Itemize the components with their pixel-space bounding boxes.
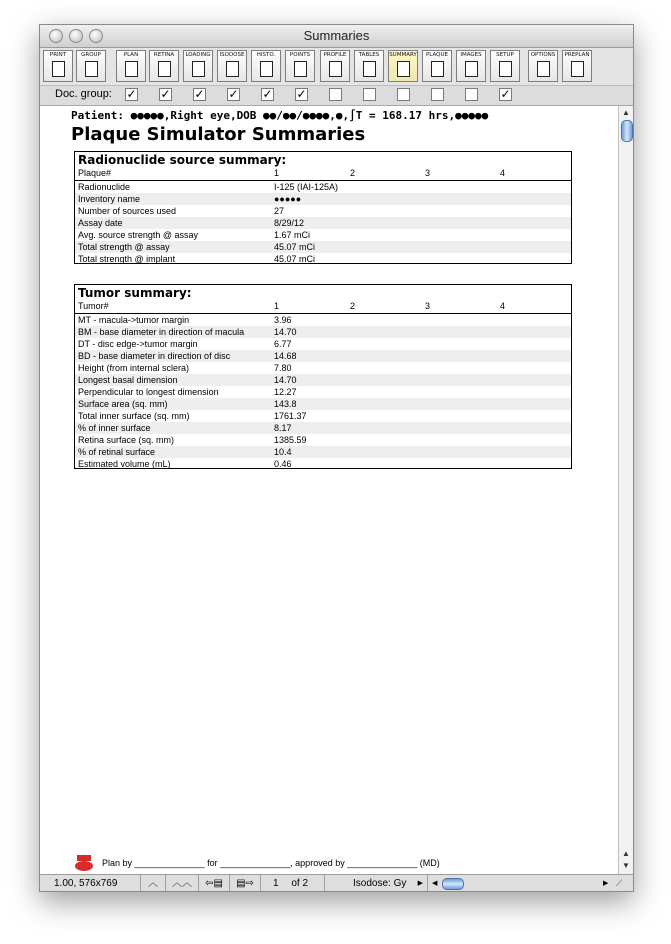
column-header: 4 [500, 168, 506, 178]
retina-icon [158, 61, 171, 77]
isodose-icon [226, 61, 239, 77]
table-body [75, 314, 571, 470]
cell-value: I-125 (IAI-125A) [274, 182, 339, 192]
toolbar-button-label: ISODOSE [219, 52, 245, 58]
toolbar-button-label: POINTS [289, 52, 311, 58]
column-header: 4 [500, 301, 506, 311]
table-row [75, 362, 571, 374]
toolbar-button-points[interactable] [285, 50, 315, 82]
cell-value: 14.70 [274, 375, 297, 385]
plaque-stamp-icon [75, 855, 93, 871]
toolbar-button-label: PRINT [49, 52, 67, 58]
toolbar-button-label: IMAGES [460, 52, 482, 58]
toolbar-button-label: PLAQUE [425, 52, 448, 58]
cell-value: 1385.59 [274, 435, 307, 445]
patient-line: Patient: ●●●●●,Right eye,DOB ●●/●●/●●●●,●,∫T = 168.17 hrs,●●●●● [71, 109, 489, 122]
toolbar-button-setup[interactable] [490, 50, 520, 82]
cell-value: 8/29/12 [274, 218, 305, 228]
table-row [75, 217, 571, 229]
table-row [75, 193, 571, 205]
horizontal-scrollbar[interactable] [428, 875, 633, 892]
cell-value: 45.07 mCi [274, 254, 316, 264]
row-label: % of inner surface [78, 423, 151, 433]
doc-group-checkbox[interactable] [431, 88, 444, 101]
cell-value: 6.77 [274, 339, 292, 349]
toolbar-button-profile[interactable] [320, 50, 350, 82]
column-header: 2 [350, 168, 356, 178]
previous-page-button[interactable] [199, 875, 230, 892]
summary-icon [397, 61, 410, 77]
scroll-right-arrow-icon[interactable]: ▶ [603, 880, 609, 887]
toolbar-button-loading[interactable] [183, 50, 213, 82]
table-row [75, 181, 571, 193]
toolbar-button-group[interactable] [76, 50, 106, 82]
toolbar-button-histo[interactable] [251, 50, 281, 82]
popup-arrow-icon: ▶ [417, 880, 423, 887]
doc-group-checkbox[interactable] [465, 88, 478, 101]
row-label: DT - disc edge->tumor margin [78, 339, 198, 349]
row-label: Assay date [78, 218, 123, 228]
toolbar-button-label: OPTIONS [530, 52, 556, 58]
toolbar-button-label: PREPLAN [564, 52, 590, 58]
title-bar[interactable] [40, 25, 633, 48]
options-icon [537, 61, 550, 77]
printer-icon [52, 61, 65, 77]
row-label: MT - macula->tumor margin [78, 315, 190, 325]
scroll-down-arrow-icon[interactable]: ▼ [622, 861, 630, 870]
toolbar-button-summary[interactable] [388, 50, 418, 82]
scroll-up-arrow-icon[interactable]: ▲ [622, 849, 630, 858]
toolbar-button-options[interactable] [528, 50, 558, 82]
page-title: Plaque Simulator Summaries [71, 124, 366, 145]
next-page-icon: ▤⇨ [236, 878, 254, 889]
toolbar-button-plaque[interactable] [422, 50, 452, 82]
row-label: Total strength @ assay [78, 242, 170, 252]
plaque-icon [431, 61, 444, 77]
row-label: BM - base diameter in direction of macula [78, 327, 245, 337]
row-label: Total inner surface (sq. mm) [78, 411, 190, 421]
row-label: Retina surface (sq. mm) [78, 435, 175, 445]
column-header: 3 [425, 301, 431, 311]
tumor-summary-table [74, 284, 572, 469]
toolbar-button-isodose[interactable] [217, 50, 247, 82]
summaries-window [39, 24, 634, 892]
scroll-left-arrow-icon[interactable]: ◀ [432, 880, 438, 887]
row-label: Radionuclide [78, 182, 131, 192]
toolbar-button-retina[interactable] [149, 50, 179, 82]
isodose-units-select[interactable] [325, 875, 428, 892]
column-header: 1 [274, 301, 280, 311]
page-indicator[interactable] [261, 875, 325, 892]
doc-group-checkbox[interactable]: ✓ [126, 87, 137, 101]
cell-value: 14.70 [274, 327, 297, 337]
row-label: Surface area (sq. mm) [78, 399, 168, 409]
images-icon [465, 61, 478, 77]
toolbar-button-label: GROUP [81, 52, 101, 58]
cell-value: 10.4 [274, 447, 292, 457]
table-row [75, 314, 571, 326]
row-label: Number of sources used [78, 206, 177, 216]
vertical-scroll-thumb[interactable] [621, 120, 633, 142]
histogram-icon [260, 61, 273, 77]
cell-value: 14.68 [274, 351, 297, 361]
table-row [75, 434, 571, 446]
toolbar-button-images[interactable] [456, 50, 486, 82]
table-row [75, 229, 571, 241]
radionuclide-summary-title: Radionuclide source summary: [78, 153, 287, 167]
doc-group-checkbox[interactable]: ✓ [500, 87, 511, 101]
cell-value: 12.27 [274, 387, 297, 397]
points-icon [294, 61, 307, 77]
window-title: Summaries [303, 28, 370, 43]
horizontal-scroll-thumb[interactable] [442, 878, 464, 890]
toolbar-button-print[interactable] [43, 50, 73, 82]
previous-page-icon: ⇦▤ [205, 878, 223, 889]
column-header: 1 [274, 168, 280, 178]
page-number: 1 [273, 878, 279, 889]
tables-icon [363, 61, 376, 77]
toolbar-button-label: PLAN [123, 52, 139, 58]
doc-group-bar [40, 85, 633, 106]
table-row [75, 422, 571, 434]
toolbar-button-plan[interactable] [116, 50, 146, 82]
doc-group-checkbox[interactable] [329, 88, 342, 101]
loading-icon [192, 61, 205, 77]
tumor-summary-title: Tumor summary: [78, 286, 192, 300]
document-page [40, 106, 618, 874]
toolbar-button-label: SETUP [496, 52, 514, 58]
toolbar-button-tables[interactable] [354, 50, 384, 82]
resize-grip-icon[interactable]: ⟋ [616, 878, 623, 888]
table-row [75, 374, 571, 386]
cell-value: 3.96 [274, 315, 292, 325]
cell-value: 0.46 [274, 459, 292, 469]
row-label: % of retinal surface [78, 447, 156, 457]
cell-value: 45.07 mCi [274, 242, 316, 252]
table-row [75, 386, 571, 398]
table-row [75, 253, 571, 265]
mountain-small-icon: ︿ [148, 878, 158, 889]
doc-group-checkbox[interactable]: ✓ [160, 87, 171, 101]
table-row [75, 398, 571, 410]
toolbar-button-label: TABLES [358, 52, 380, 58]
row-label: Total strength @ implant [78, 254, 176, 264]
toolbar-button-label: RETINA [153, 52, 175, 58]
table-row [75, 205, 571, 217]
cell-value: 1.67 mCi [274, 230, 311, 240]
toolbar-button-label: HISTO. [256, 52, 276, 58]
toolbar-button-label: LOADING [185, 52, 211, 58]
doc-group-checkbox[interactable] [397, 88, 410, 101]
cell-value: 27 [274, 206, 285, 216]
cell-value: ●●●●● [274, 194, 302, 204]
table-row [75, 326, 571, 338]
doc-group-checkbox[interactable] [363, 88, 376, 101]
isodose-units-label: Isodose: Gy [353, 878, 407, 889]
column-header: 3 [425, 168, 431, 178]
toolbar [40, 48, 633, 85]
doc-group-checkbox[interactable]: ✓ [296, 87, 307, 101]
setup-icon [499, 61, 512, 77]
row-label: Perpendicular to longest dimension [78, 387, 219, 397]
zoom-out-button[interactable] [166, 875, 199, 892]
zoom-in-button[interactable] [141, 875, 166, 892]
next-page-button[interactable] [230, 875, 261, 892]
mountain-large-icon: ︿︿ [172, 878, 192, 889]
table-header [75, 168, 571, 181]
row-label: Longest basal dimension [78, 375, 178, 385]
toolbar-button-label: PROFILE [323, 52, 347, 58]
column-header: Tumor# [78, 301, 109, 311]
zoom-readout: 1.00, 576x769 [40, 875, 141, 892]
cell-value: 7.80 [274, 363, 292, 373]
toolbar-button-label: SUMMARY [389, 52, 417, 58]
scroll-up-arrow-icon[interactable]: ▲ [622, 108, 630, 117]
row-label: Inventory name [78, 194, 141, 204]
vertical-scrollbar[interactable] [618, 106, 634, 874]
plan-icon [125, 61, 138, 77]
radionuclide-summary-table [74, 151, 572, 264]
column-header: Plaque# [78, 168, 112, 178]
table-row [75, 338, 571, 350]
cell-value: 1761.37 [274, 411, 307, 421]
row-label: Estimated volume (mL) [78, 459, 171, 469]
profile-icon [329, 61, 342, 77]
table-body [75, 181, 571, 265]
doc-group-checkbox[interactable]: ✓ [194, 87, 205, 101]
doc-group-checkbox[interactable]: ✓ [228, 87, 239, 101]
doc-group-label: Doc. group: [55, 88, 112, 100]
toolbar-button-preplan[interactable] [562, 50, 592, 82]
table-row [75, 458, 571, 470]
column-header: 2 [350, 301, 356, 311]
page-count: of 2 [291, 878, 309, 889]
row-label: BD - base diameter in direction of disc [78, 351, 231, 361]
table-row [75, 350, 571, 362]
status-bar [40, 874, 633, 892]
cell-value: 8.17 [274, 423, 292, 433]
table-row [75, 410, 571, 422]
group-print-icon [85, 61, 98, 77]
cell-value: 143.8 [274, 399, 297, 409]
row-label: Height (from internal sclera) [78, 363, 190, 373]
doc-group-checkbox[interactable]: ✓ [262, 87, 273, 101]
approval-footer: Plan by ______________ for ______________, approved by ______________ (MD) [102, 858, 440, 868]
table-row [75, 446, 571, 458]
preplan-icon [571, 61, 584, 77]
table-header [75, 301, 571, 314]
table-row [75, 241, 571, 253]
row-label: Avg. source strength @ assay [78, 230, 199, 240]
